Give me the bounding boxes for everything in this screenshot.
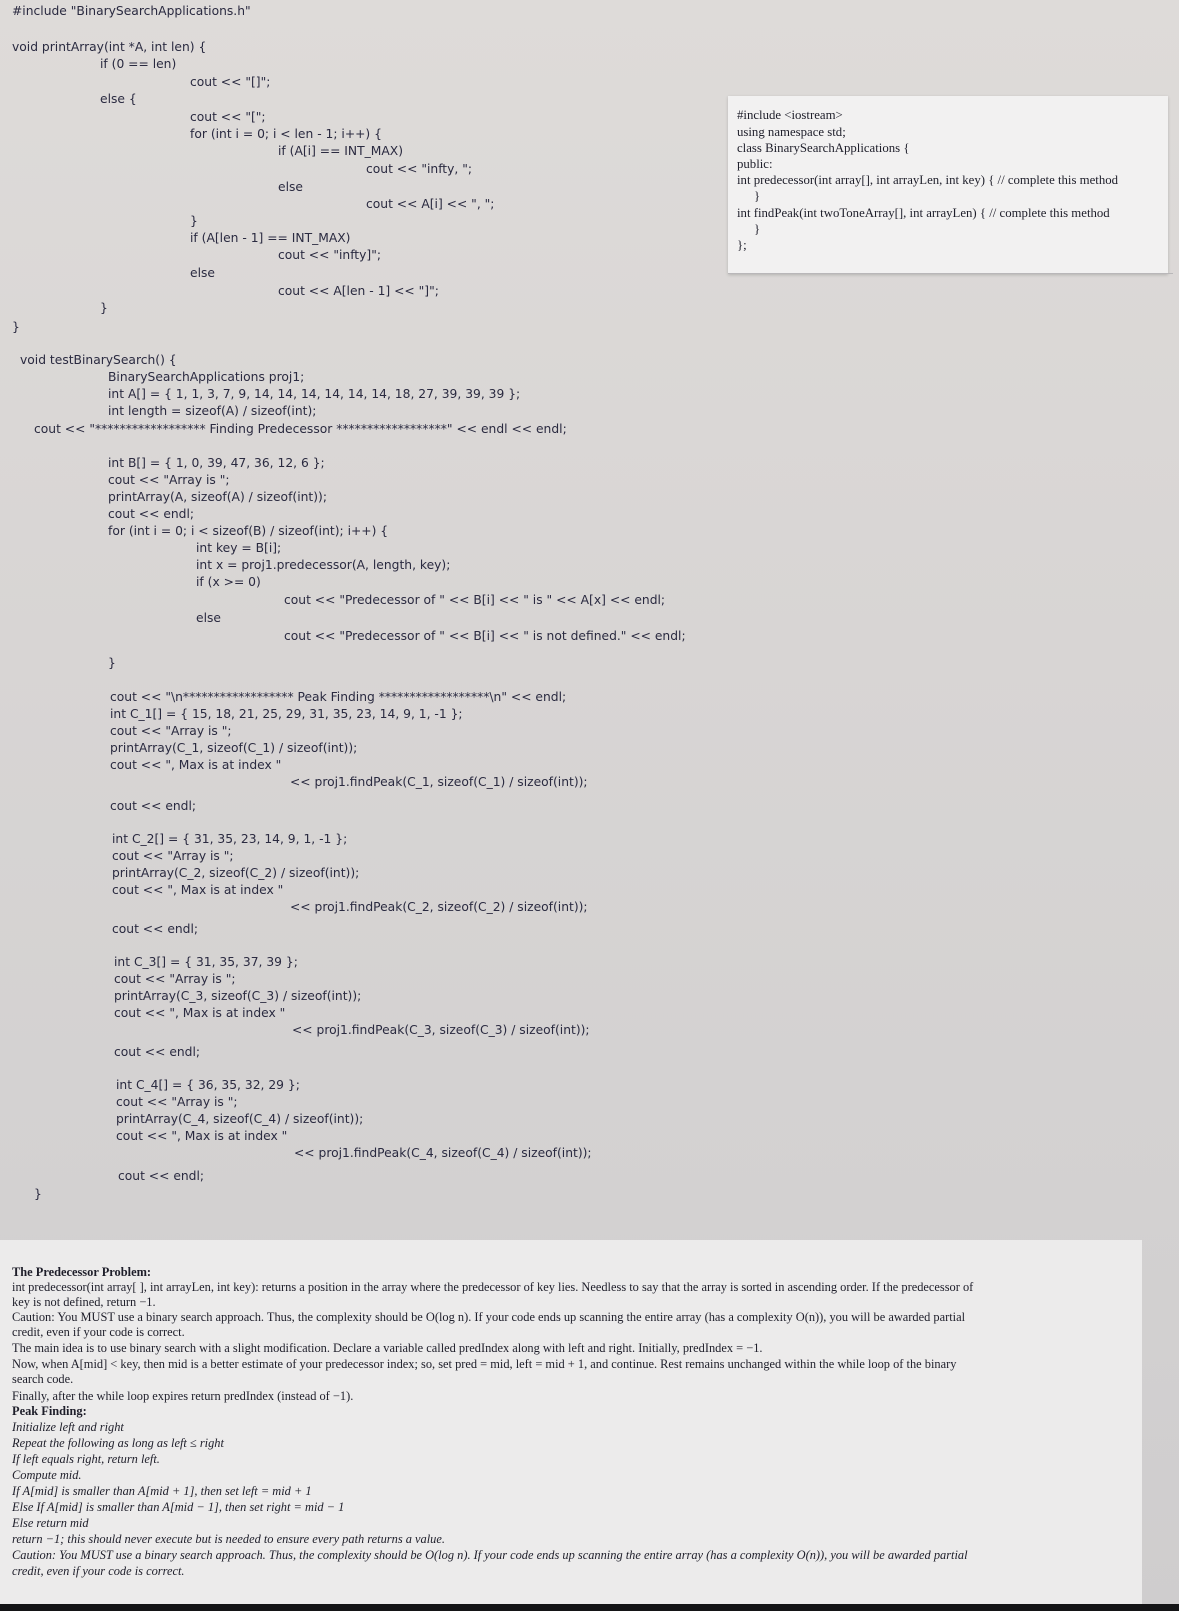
code-line: cout << endl; bbox=[114, 1045, 201, 1059]
code-line: cout << "Array is "; bbox=[112, 849, 234, 863]
code-line: } bbox=[34, 1187, 42, 1201]
code-line: } bbox=[190, 214, 198, 228]
code-line: int A[] = { 1, 1, 3, 7, 9, 14, 14, 14, 14, 14, 14, 18, 27, 39, 39, 39 }; bbox=[108, 387, 521, 401]
code-line: void printArray(int *A, int len) { bbox=[12, 40, 207, 54]
note-line: Finally, after the while loop expires return predIndex (instead of −1). bbox=[12, 1389, 354, 1403]
note-line: key is not defined, return −1. bbox=[12, 1295, 156, 1309]
card-edge-divider bbox=[728, 273, 1173, 274]
code-line: cout << "infty, "; bbox=[366, 162, 473, 176]
code-line: cout << ", Max is at index " bbox=[114, 1006, 286, 1020]
code-line: if (x >= 0) bbox=[196, 575, 261, 589]
card-line: int findPeak(int twoToneArray[], int arrayLen) { // complete this method bbox=[737, 206, 1110, 220]
code-line: cout << ", Max is at index " bbox=[110, 758, 282, 772]
card-line: } bbox=[754, 189, 761, 203]
note-line: If left equals right, return left. bbox=[12, 1452, 160, 1466]
section-heading: The Predecessor Problem: bbox=[12, 1265, 152, 1279]
code-line: else bbox=[190, 266, 215, 280]
code-line: int B[] = { 1, 0, 39, 47, 36, 12, 6 }; bbox=[108, 456, 325, 470]
code-line: BinarySearchApplications proj1; bbox=[108, 370, 305, 384]
code-line: cout << "Predecessor of " << B[i] << " is not defined." << endl; bbox=[284, 629, 686, 643]
code-line: cout << ", Max is at index " bbox=[112, 883, 284, 897]
code-line: cout << A[i] << ", "; bbox=[366, 197, 495, 211]
code-line: int C_4[] = { 36, 35, 32, 29 }; bbox=[116, 1078, 300, 1092]
code-line: void testBinarySearch() { bbox=[20, 353, 177, 367]
note-line: credit, even if your code is correct. bbox=[12, 1564, 185, 1578]
note-line: return −1; this should never execute but is needed to ensure every path returns a value. bbox=[12, 1532, 445, 1546]
code-line: cout << endl; bbox=[112, 922, 199, 936]
code-line: for (int i = 0; i < len - 1; i++) { bbox=[190, 127, 382, 141]
code-line: int x = proj1.predecessor(A, length, key); bbox=[196, 558, 451, 572]
code-line: int C_1[] = { 15, 18, 21, 25, 29, 31, 35, 23, 14, 9, 1, -1 }; bbox=[110, 707, 463, 721]
instructions-sheet bbox=[0, 1240, 1142, 1604]
note-line: Now, when A[mid] < key, then mid is a better estimate of your predecessor index; so, set pred = mid, left = mid + 1, and continue. Rest remains unchanged within the while loop of the binary bbox=[12, 1357, 957, 1371]
code-line: cout << "Array is "; bbox=[110, 724, 232, 738]
include-line: #include "BinarySearchApplications.h" bbox=[12, 4, 251, 18]
note-line: Compute mid. bbox=[12, 1468, 82, 1482]
note-line: The main idea is to use binary search with a slight modification. Declare a variable called predIndex along with left and right. Initially, predIndex = −1. bbox=[12, 1341, 763, 1355]
code-line: printArray(C_1, sizeof(C_1) / sizeof(int)); bbox=[110, 741, 358, 755]
code-line: printArray(C_4, sizeof(C_4) / sizeof(int)); bbox=[116, 1112, 364, 1126]
code-line: cout << "Array is "; bbox=[108, 473, 230, 487]
code-line: int length = sizeof(A) / sizeof(int); bbox=[108, 404, 317, 418]
code-line: int C_3[] = { 31, 35, 37, 39 }; bbox=[114, 955, 298, 969]
code-line: if (A[i] == INT_MAX) bbox=[278, 144, 404, 158]
code-line: cout << "\n****************** Peak Finding ******************\n" << endl; bbox=[110, 690, 567, 704]
note-line: Repeat the following as long as left ≤ right bbox=[12, 1436, 224, 1450]
code-line: cout << "[]"; bbox=[190, 75, 271, 89]
code-line: if (A[len - 1] == INT_MAX) bbox=[190, 231, 351, 245]
code-line: int key = B[i]; bbox=[196, 541, 282, 555]
code-line: } bbox=[100, 301, 108, 315]
card-line: class BinarySearchApplications { bbox=[737, 141, 910, 155]
code-line: << proj1.findPeak(C_4, sizeof(C_4) / sizeof(int)); bbox=[294, 1146, 592, 1160]
code-line: cout << endl; bbox=[118, 1169, 205, 1183]
code-line: else bbox=[278, 180, 303, 194]
section-heading: Peak Finding: bbox=[12, 1404, 87, 1418]
note-line: Else If A[mid] is smaller than A[mid − 1], then set right = mid − 1 bbox=[12, 1500, 345, 1514]
note-line: Caution: You MUST use a binary search approach. Thus, the complexity should be O(log n). If your code ends up scanning the entire array (has a complexity O(n)), you will be awarded partial bbox=[12, 1548, 968, 1562]
header-file-card bbox=[728, 96, 1168, 274]
code-line: << proj1.findPeak(C_1, sizeof(C_1) / sizeof(int)); bbox=[290, 775, 588, 789]
code-line: if (0 == len) bbox=[100, 57, 177, 71]
code-line: printArray(C_3, sizeof(C_3) / sizeof(int)); bbox=[114, 989, 362, 1003]
card-line: #include <iostream> bbox=[737, 108, 843, 122]
card-line: } bbox=[754, 222, 761, 236]
note-line: credit, even if your code is correct. bbox=[12, 1325, 185, 1339]
card-line: }; bbox=[737, 238, 747, 252]
code-line: cout << "****************** Finding Predecessor ******************" << endl << endl; bbox=[34, 422, 567, 436]
code-line: cout << ", Max is at index " bbox=[116, 1129, 288, 1143]
note-line: Caution: You MUST use a binary search approach. Thus, the complexity should be O(log n). If your code ends up scanning the entire array (has a complexity O(n)), you will be awarded partial bbox=[12, 1310, 966, 1324]
note-line: int predecessor(int array[ ], int arrayLen, int key): returns a position in the array where the predecessor of key lies. Needless to say that the array is sorted in ascending order. If the predecessor of bbox=[12, 1280, 974, 1294]
card-line: using namespace std; bbox=[737, 125, 846, 139]
code-line: cout << "infty]"; bbox=[278, 248, 381, 262]
card-line: public: bbox=[737, 157, 773, 171]
code-line: cout << "Predecessor of " << B[i] << " is " << A[x] << endl; bbox=[284, 593, 666, 607]
code-line: for (int i = 0; i < sizeof(B) / sizeof(int); i++) { bbox=[108, 524, 389, 538]
code-line: printArray(C_2, sizeof(C_2) / sizeof(int)); bbox=[112, 866, 360, 880]
code-line: cout << "Array is "; bbox=[114, 972, 236, 986]
photo-bottom-edge bbox=[0, 1604, 1179, 1611]
code-line: else { bbox=[100, 92, 137, 106]
code-line: cout << A[len - 1] << "]"; bbox=[278, 284, 439, 298]
code-line: cout << endl; bbox=[110, 799, 197, 813]
card-line: int predecessor(int array[], int arrayLen, int key) { // complete this method bbox=[737, 173, 1119, 187]
code-line: << proj1.findPeak(C_3, sizeof(C_3) / sizeof(int)); bbox=[292, 1023, 590, 1037]
note-line: If A[mid] is smaller than A[mid + 1], then set left = mid + 1 bbox=[12, 1484, 312, 1498]
code-line: cout << "Array is "; bbox=[116, 1095, 238, 1109]
code-line: cout << endl; bbox=[108, 507, 195, 521]
note-line: Else return mid bbox=[12, 1516, 89, 1530]
note-line: search code. bbox=[12, 1372, 74, 1386]
code-line: << proj1.findPeak(C_2, sizeof(C_2) / sizeof(int)); bbox=[290, 900, 588, 914]
code-line: } bbox=[108, 656, 116, 670]
code-line: int C_2[] = { 31, 35, 23, 14, 9, 1, -1 }; bbox=[112, 832, 348, 846]
code-line: cout << "["; bbox=[190, 110, 266, 124]
code-line: else bbox=[196, 611, 221, 625]
note-line: Initialize left and right bbox=[12, 1420, 124, 1434]
code-line: printArray(A, sizeof(A) / sizeof(int)); bbox=[108, 490, 327, 504]
code-line: } bbox=[12, 320, 20, 334]
